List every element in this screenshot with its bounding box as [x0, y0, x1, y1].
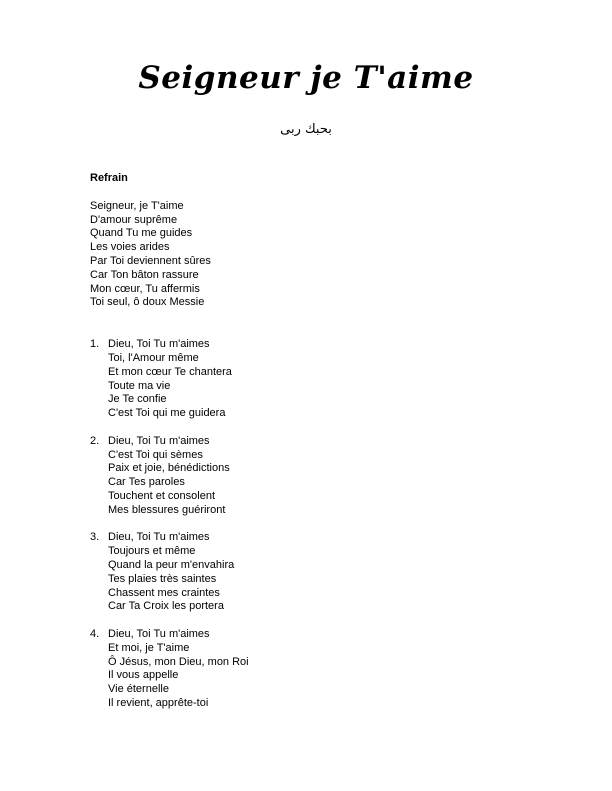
verse-line: Paix et joie, bénédictions — [108, 462, 230, 475]
verse-line: C'est Toi qui sèmes — [108, 448, 203, 461]
verse-2 — [90, 435, 530, 518]
verse-line: Toi, l'Amour même — [108, 351, 199, 364]
verse-line: Dieu, Toi Tu m'aimes — [108, 627, 210, 640]
verse-line: Dieu, Toi Tu m'aimes — [108, 434, 210, 447]
verse-lines — [108, 531, 530, 614]
verse-line: Il vous appelle — [108, 669, 179, 682]
verse-line: Toute ma vie — [108, 379, 171, 392]
verse-lines — [108, 435, 530, 518]
verse-line: Chassent mes craintes — [108, 586, 220, 599]
verse-line: Toujours et même — [108, 545, 196, 558]
verse-4 — [90, 628, 530, 711]
verse-line: Et moi, je T'aime — [108, 641, 190, 654]
refrain-line: Mon cœur, Tu affermis — [90, 282, 200, 295]
verse-number: 4. — [90, 627, 100, 640]
verse-line: Je Te confie — [108, 393, 167, 406]
refrain-line: Seigneur, je T'aime — [90, 199, 184, 212]
refrain-line: D'amour suprême — [90, 213, 178, 226]
verse-line: Vie éternelle — [108, 683, 169, 696]
verse-number: 1. — [90, 338, 100, 351]
verse-lines — [108, 628, 530, 711]
verse-1 — [90, 338, 530, 421]
verse-line: Tes plaies très saintes — [108, 572, 217, 585]
verse-line: C'est Toi qui me guidera — [108, 407, 226, 420]
lyrics — [90, 172, 530, 724]
refrain-line: Toi seul, ô doux Messie — [90, 296, 205, 309]
verse-line: Car Tes paroles — [108, 476, 185, 489]
verse-lines — [108, 338, 530, 421]
refrain-line: Quand Tu me guides — [90, 227, 193, 240]
refrain-line: Par Toi deviennent sûres — [90, 254, 211, 267]
verse-list — [90, 338, 530, 711]
verse-number: 2. — [90, 434, 100, 447]
refrain-line: Les voies arides — [90, 241, 170, 254]
verse-3 — [90, 531, 530, 614]
verse-line: Car Ta Croix les portera — [108, 600, 224, 613]
arabic-subtitle: بحبك ربى — [280, 122, 332, 137]
verse-line: Dieu, Toi Tu m'aimes — [108, 338, 210, 351]
verse-line: Ô Jésus, mon Dieu, mon Roi — [108, 655, 249, 668]
refrain-line: Car Ton bâton rassure — [90, 268, 199, 281]
verse-line: Quand la peur m'envahira — [108, 558, 235, 571]
verse-number: 3. — [90, 531, 100, 544]
song-title: Seigneur je T'aime — [138, 60, 474, 96]
verse-line: Mes blessures guériront — [108, 503, 226, 516]
verse-line: Dieu, Toi Tu m'aimes — [108, 531, 210, 544]
verse-line: Il revient, apprête-toi — [108, 696, 209, 709]
refrain — [90, 200, 530, 310]
verse-line: Et mon cœur Te chantera — [108, 365, 232, 378]
verse-line: Touchent et consolent — [108, 489, 216, 502]
refrain-heading: Refrain — [90, 172, 128, 184]
